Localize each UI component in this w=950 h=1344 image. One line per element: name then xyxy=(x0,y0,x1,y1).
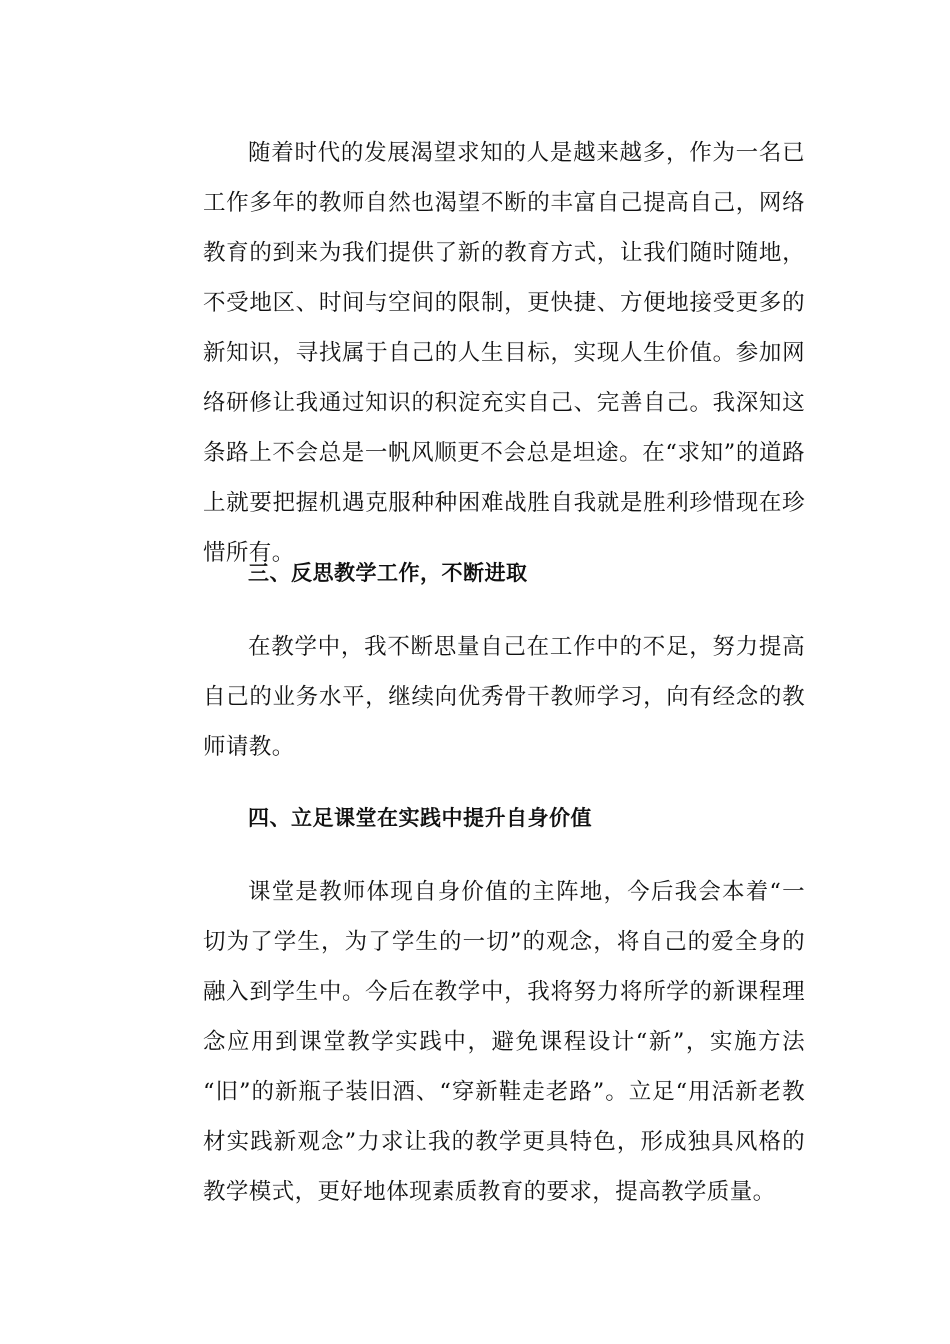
body-paragraph-reflection: 在教学中，我不断思量自己在工作中的不足，努力提高自己的业务水平，继续向优秀骨干教师学习，向有经念的教师请教。 xyxy=(203,634,805,760)
section-heading-classroom-practice: 四、立足课堂在实践中提升自身价值 xyxy=(248,806,592,830)
body-paragraph-classroom: 课堂是教师体现自身价值的主阵地，今后我会本着“一切为了学生，为了学生的一切”的观念，将自己的爱全身的融入到学生中。今后在教学中，我将努力将所学的新课程理念应用到课堂教学实践中，避免课程设计“新”，实施方法 “旧”的新瓶子装旧酒、“穿新鞋走老路”。立足“用活新老教材实践新观念”力求让我的教学更具特色，形成独具风格的教学模式，更好地体现素质教育的要求，提高教学质量。 xyxy=(203,879,805,1205)
section-heading-reflect-teaching: 三、反思教学工作，不断进取 xyxy=(248,561,528,585)
body-paragraph-online-learning: 随着时代的发展渴望求知的人是越来越多，作为一名已工作多年的教师自然也渴望不断的丰富自己提高自己，网络教育的到来为我们提供了新的教育方式，让我们随时随地，不受地区、时间与空间的限制，更快捷、方便地接受更多的新知识，寻找属于自己的人生目标，实现人生价值。参加网络研修让我通过知识的积淀充实自己、完善自己。我深知这条路上不会总是一帆风顺更不会总是坦途。在“求知”的道路上就要把握机遇克服种种困难战胜自我就是胜利珍惜现在珍惜所有。 xyxy=(203,140,805,566)
